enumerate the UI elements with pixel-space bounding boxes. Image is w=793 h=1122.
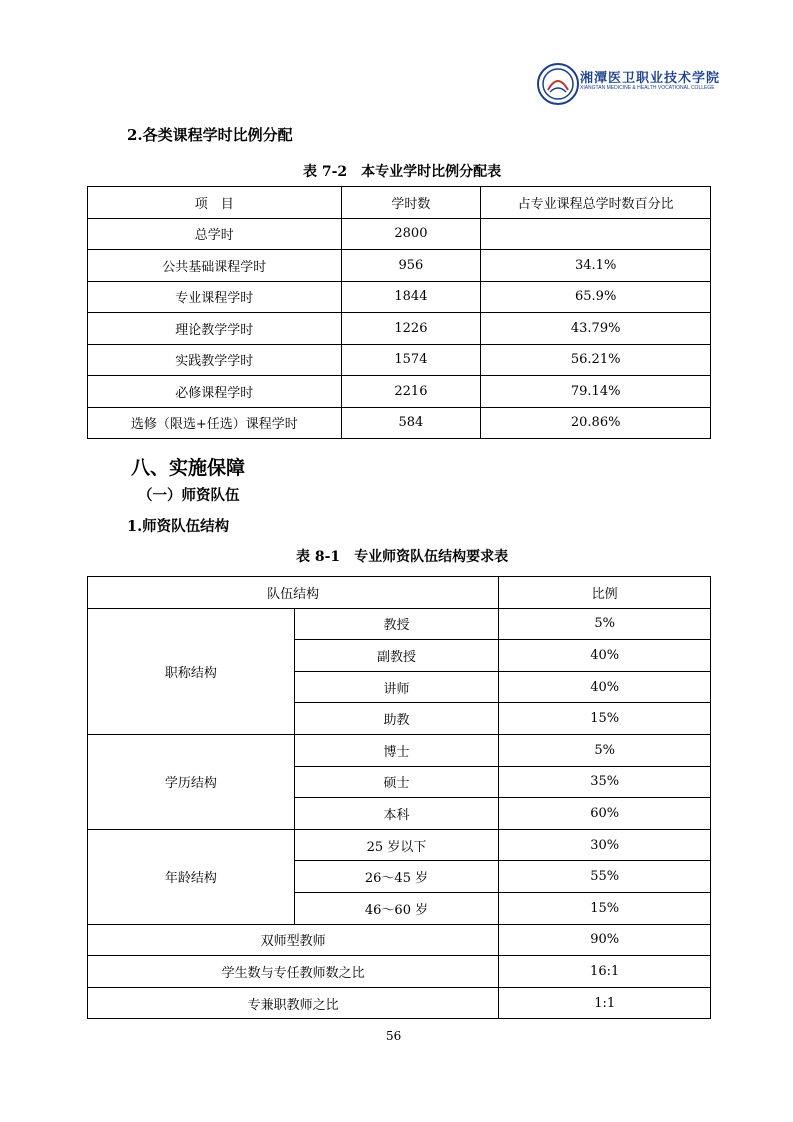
table-cell: 2216 bbox=[341, 376, 481, 408]
table-cell: 博士 bbox=[294, 734, 499, 766]
table-cell: 55% bbox=[499, 861, 711, 893]
table-row bbox=[88, 987, 711, 1019]
group-label: 学历结构 bbox=[88, 734, 295, 829]
table-cell: 56.21% bbox=[481, 344, 711, 376]
table-cell: 公共基础课程学时 bbox=[88, 250, 342, 282]
table-cell bbox=[481, 218, 711, 250]
table-header-row bbox=[88, 577, 711, 609]
table-cell: 35% bbox=[499, 766, 711, 798]
table-cell: 20.86% bbox=[481, 407, 711, 439]
table-row bbox=[88, 608, 711, 640]
subsection-heading: （一）师资队伍 bbox=[138, 487, 240, 504]
table-cell: 学生数与专任教师数之比 bbox=[88, 956, 499, 988]
table-cell: 1226 bbox=[341, 313, 481, 345]
table-cell: 584 bbox=[341, 407, 481, 439]
table-cell: 本科 bbox=[294, 798, 499, 830]
faculty-structure-table bbox=[87, 576, 711, 1019]
table-row bbox=[88, 407, 711, 439]
table-cell: 40% bbox=[499, 671, 711, 703]
table-cell: 43.79% bbox=[481, 313, 711, 345]
hours-ratio-table bbox=[87, 186, 711, 439]
table-cell: 总学时 bbox=[88, 218, 342, 250]
table-cell: 实践教学学时 bbox=[88, 344, 342, 376]
table-cell: 副教授 bbox=[294, 640, 499, 672]
column-header: 学时数 bbox=[341, 187, 481, 219]
college-name: 湘潭医卫职业技术学院 bbox=[580, 71, 721, 86]
table-cell: 46～60 岁 bbox=[294, 892, 499, 924]
table-cell: 16:1 bbox=[499, 956, 711, 988]
table-cell: 助教 bbox=[294, 703, 499, 735]
table-cell: 90% bbox=[499, 924, 711, 956]
table-cell: 1:1 bbox=[499, 987, 711, 1019]
group-label: 年龄结构 bbox=[88, 829, 295, 924]
table-cell: 1574 bbox=[341, 344, 481, 376]
table-cell: 5% bbox=[499, 608, 711, 640]
table-cell: 专业课程学时 bbox=[88, 281, 342, 313]
table-cell: 教授 bbox=[294, 608, 499, 640]
table-cell: 理论教学学时 bbox=[88, 313, 342, 345]
table-7-2-caption: 表 7-2 本专业学时比例分配表 bbox=[303, 164, 502, 180]
chapter-heading: 八、实施保障 bbox=[131, 457, 246, 479]
table-row bbox=[88, 281, 711, 313]
column-header: 占专业课程总学时数百分比 bbox=[481, 187, 711, 219]
table-row bbox=[88, 829, 711, 861]
page-number: 56 bbox=[386, 1029, 402, 1043]
table-cell: 双师型教师 bbox=[88, 924, 499, 956]
table-header-row bbox=[88, 187, 711, 219]
table-cell: 26～45 岁 bbox=[294, 861, 499, 893]
table-row bbox=[88, 956, 711, 988]
table-row bbox=[88, 218, 711, 250]
table-cell: 必修课程学时 bbox=[88, 376, 342, 408]
table-cell: 15% bbox=[499, 703, 711, 735]
table-cell: 2800 bbox=[341, 218, 481, 250]
table-row bbox=[88, 376, 711, 408]
table-cell: 专兼职教师之比 bbox=[88, 987, 499, 1019]
section-heading-course-hours: 2.各类课程学时比例分配 bbox=[127, 126, 293, 144]
table-row bbox=[88, 250, 711, 282]
table-row bbox=[88, 924, 711, 956]
table-cell: 讲师 bbox=[294, 671, 499, 703]
table-row bbox=[88, 734, 711, 766]
table-row bbox=[88, 344, 711, 376]
group-label: 职称结构 bbox=[88, 608, 295, 734]
college-emblem-icon bbox=[536, 62, 580, 106]
college-name-english: XIANGTAN MEDICINE & HEALTH VOCATIONAL COLLEGE bbox=[580, 85, 715, 91]
table-cell: 34.1% bbox=[481, 250, 711, 282]
table-cell: 1844 bbox=[341, 281, 481, 313]
table-cell: 5% bbox=[499, 734, 711, 766]
table-cell: 40% bbox=[499, 640, 711, 672]
table-cell: 选修（限选+任选）课程学时 bbox=[88, 407, 342, 439]
table-cell: 65.9% bbox=[481, 281, 711, 313]
column-header: 项 目 bbox=[88, 187, 342, 219]
column-header: 队伍结构 bbox=[88, 577, 499, 609]
table-cell: 15% bbox=[499, 892, 711, 924]
table-cell: 硕士 bbox=[294, 766, 499, 798]
table-cell: 60% bbox=[499, 798, 711, 830]
column-header: 比例 bbox=[499, 577, 711, 609]
subsubsection-heading: 1.师资队伍结构 bbox=[127, 518, 230, 535]
table-cell: 30% bbox=[499, 829, 711, 861]
table-cell: 25 岁以下 bbox=[294, 829, 499, 861]
table-cell: 79.14% bbox=[481, 376, 711, 408]
table-cell: 956 bbox=[341, 250, 481, 282]
table-row bbox=[88, 313, 711, 345]
table-8-1-caption: 表 8-1 专业师资队伍结构要求表 bbox=[296, 549, 509, 565]
